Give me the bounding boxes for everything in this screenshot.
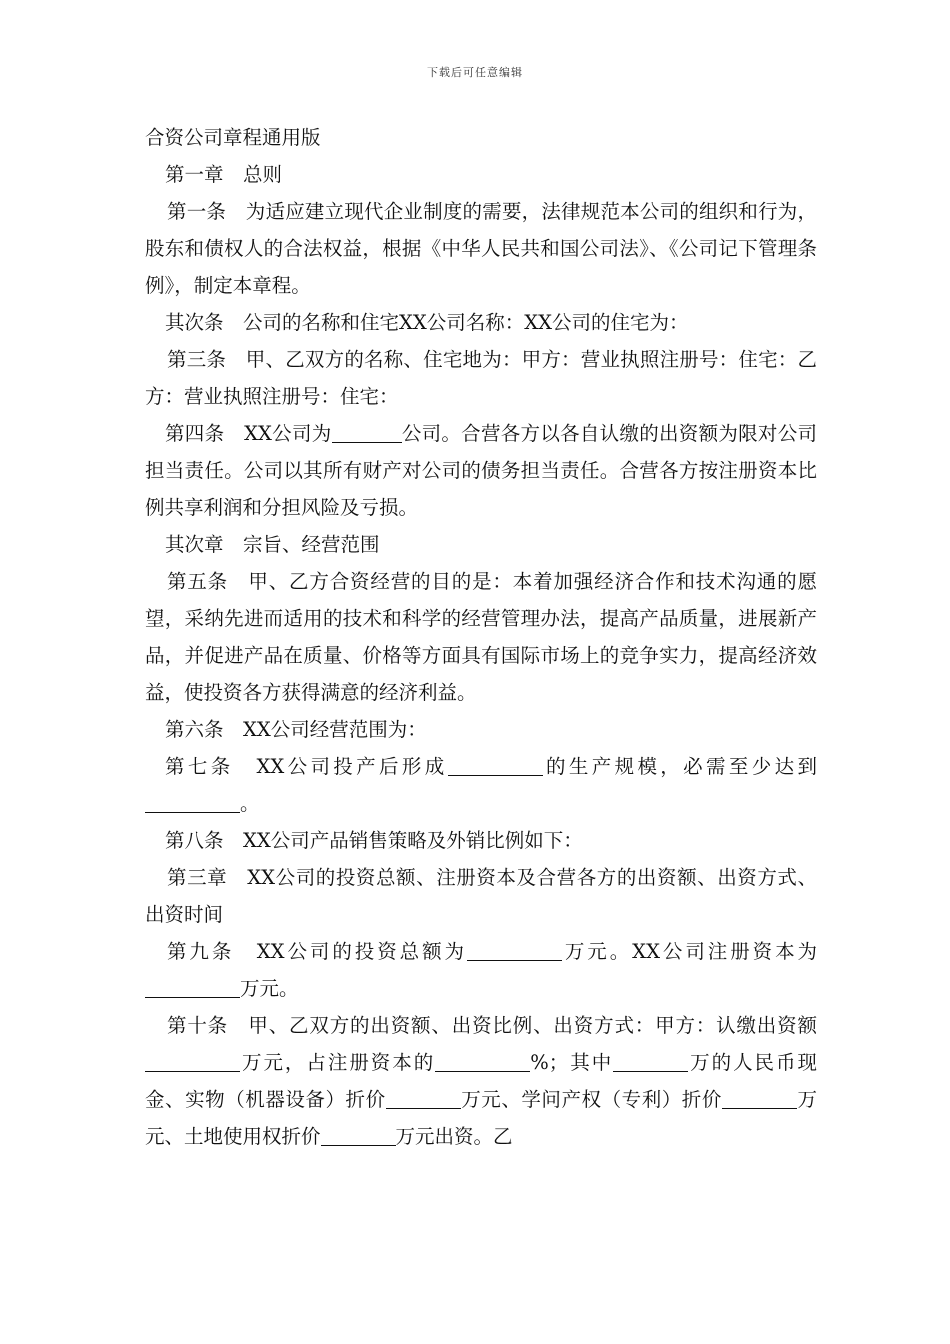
fill-blank [386, 1089, 461, 1110]
article-7 [145, 748, 817, 822]
fill-blank [448, 756, 543, 777]
fill-blank [613, 1052, 688, 1073]
chapter-2-heading: 其次章 宗旨、经营范围 [165, 533, 380, 556]
article-8: 第八条 XX公司产品销售策略及外销比例如下： [165, 829, 583, 852]
article-2: 其次条 公司的名称和住宅XX公司名称：XX公司的住宅为： [165, 311, 689, 334]
page-header: 下载后可任意编辑 [427, 66, 523, 79]
fill-blank [145, 1052, 240, 1073]
article-9-text-a: 第九条 XX公司的投资总额为 [167, 940, 467, 963]
fill-blank [145, 793, 240, 814]
article-9-text-b: 万元。XX公司注册资本为 [561, 940, 818, 963]
article-10-text-c: %；其中 [530, 1051, 614, 1074]
article-6: 第六条 XX公司经营范围为： [165, 718, 427, 741]
document-body [145, 119, 817, 1155]
article-7-text-a: 第七条 XX公司投产后形成 [165, 755, 448, 778]
article-5: 第五条 甲、乙方合资经营的目的是：本着加强经济合作和技术沟通的愿望，采纳先进而适用的技术和科学的经营管理办法，提高产品质量，进展新产品，并促进产品在质量、价格等方面具有国际市场上的竞争实力，提高经济效益，使投资各方获得满意的经济利益。 [145, 570, 817, 704]
document-title: 合资公司章程通用版 [145, 126, 321, 149]
article-3: 第三条 甲、乙双方的名称、住宅地为：甲方：营业执照注册号：住宅：乙方：营业执照注册号：住宅： [145, 348, 817, 408]
article-10-text-a: 第十条 甲、乙双方的出资额、出资比例、出资方式：甲方：认缴出资额 [167, 1014, 817, 1037]
article-9-text-c: 万元。 [240, 977, 299, 1000]
fill-blank [467, 941, 562, 962]
fill-blank [145, 978, 240, 999]
fill-blank [321, 1126, 396, 1147]
article-9 [145, 933, 817, 1007]
article-10-text-b: 万元，占注册资本的 [240, 1051, 436, 1074]
fill-blank [435, 1052, 530, 1073]
article-10-text-d: 万的人民币现金、实物（机器设备）折价 [145, 1051, 817, 1111]
fill-blank [722, 1089, 797, 1110]
article-10-text-g: 万元出资。乙 [395, 1125, 513, 1148]
article-7-text-c: 。 [240, 792, 260, 815]
article-10-text-f: 万元、土地使用权折价 [145, 1088, 817, 1148]
article-10 [145, 1007, 817, 1155]
article-1: 第一条 为适应建立现代企业制度的需要，法律规范本公司的组织和行为，股东和债权人的合法权益，根据《中华人民共和国公司法》、《公司记下管理条例》，制定本章程。 [145, 200, 817, 297]
article-4 [145, 415, 817, 526]
article-10-text-e: 万元、学问产权（专利）折价 [460, 1088, 722, 1111]
article-4-text-a: 第四条 XX公司为 [165, 422, 332, 445]
chapter-3-heading: 第三章 XX公司的投资总额、注册资本及合营各方的出资额、出资方式、出资时间 [145, 866, 817, 926]
fill-blank [332, 423, 402, 444]
article-7-text-b: 的生产规模，必需至少达到 [542, 755, 817, 778]
chapter-1-heading: 第一章 总则 [165, 163, 283, 186]
article-4-text-b: 公司。合营各方以各自认缴的出资额为限对公司担当责任。公司以其所有财产对公司的债务担当责任。合营各方按注册资本比例共享利润和分担风险及亏损。 [145, 422, 817, 519]
